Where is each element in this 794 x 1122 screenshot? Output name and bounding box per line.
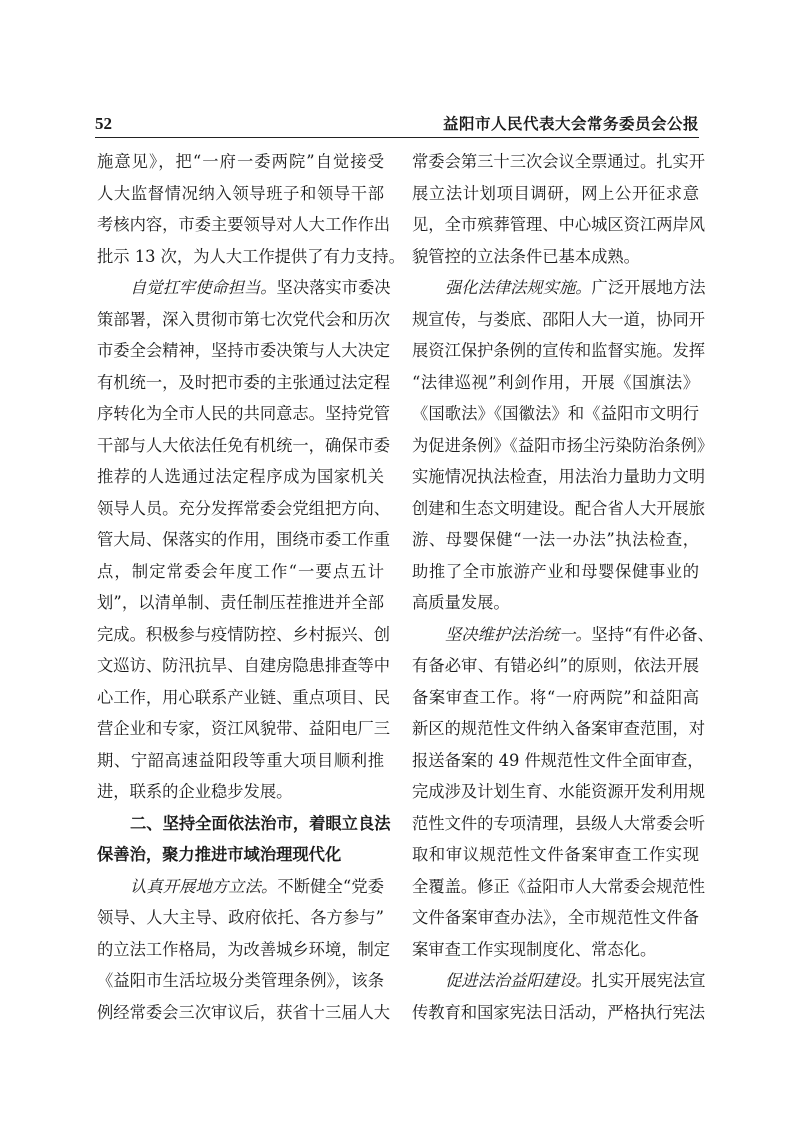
- text-line: 期、宁韶高速益阳段等重大项目顺利推: [97, 750, 384, 770]
- text-line: 领导人员。充分发挥常委会党组把方向、: [97, 498, 391, 518]
- text-line: 完成涉及计划生育、水能资源开发利用规: [412, 782, 706, 801]
- text-line: 游、母婴保健“一法一办法”执法检查，: [412, 530, 699, 549]
- page-header: [95, 113, 699, 137]
- text-line: “法律巡视”利剑作用，开展《国旗法》: [412, 372, 699, 392]
- text-line: 管大局、保落实的作用，围绕市委工作重: [97, 530, 391, 549]
- text-line: 推荐的人选通过法定程序成为国家机关: [97, 467, 384, 486]
- text-line: 心工作，用心联系产业链、重点项目、民: [97, 687, 391, 707]
- text-line: 高质量发展。: [412, 593, 510, 612]
- text-line: 《国歌法》《国徽法》和《益阳市文明行: [412, 404, 699, 423]
- text-line: 考核内容，市委主要领导对人大工作作出: [97, 215, 391, 234]
- text-line: 新区的规范性文件纳入备案审查范围，对: [412, 719, 706, 738]
- paragraph-lead: 强化法律法规实施。: [445, 278, 592, 297]
- text-line: 展资江保护条例的宣传和监督实施。发挥: [412, 341, 706, 360]
- text-line: 常委会第三十三次会议全票通过。扎实开: [412, 152, 706, 171]
- text-line: 划”，以清单制、责任制压茬推进并全部: [97, 593, 384, 612]
- text-line: 为促进条例》《益阳市扬尘污染防治条例》: [412, 435, 714, 455]
- text-run: 广泛开展地方法: [591, 278, 706, 297]
- paragraph-first-line: [97, 272, 391, 304]
- text-line: 报送备案的 49 件规范性文件全面审查，: [412, 750, 704, 770]
- text-line: 《益阳市生活垃圾分类管理条例》，该条: [97, 971, 384, 990]
- text-line: 展立法计划项目调研，网上公开征求意: [412, 183, 699, 203]
- text-line: 进，联系的企业稳步发展。: [97, 782, 293, 801]
- text-line: 文件备案审查办法》，全市规范性文件备: [412, 908, 699, 927]
- right-column: [412, 146, 714, 1028]
- text-line: 有备必审、有错必纠”的原则，依法开展: [412, 656, 699, 675]
- running-title: 益阳市人民代表大会常务委员会公报: [442, 114, 699, 133]
- paragraph-lead: 自觉扛牢使命担当。: [130, 278, 277, 297]
- paragraph-lead: 坚决维护法治统一。: [445, 624, 592, 644]
- paragraph-first-line: [97, 871, 384, 903]
- text-run: 坚决落实市委决: [276, 278, 391, 297]
- text-line: 批示 13 次，为人大工作提供了有力支持。: [97, 246, 405, 266]
- paragraph-lead: 促进法治益阳建设。: [445, 971, 592, 990]
- text-line: 领导、人大主导、政府依托、各方参与”: [97, 908, 384, 927]
- text-line: 取和审议规范性文件备案审查工作实现: [412, 845, 699, 864]
- text-line: 干部与人大依法任免有机统一，确保市委: [97, 435, 391, 455]
- paragraph-first-line: [412, 619, 714, 651]
- paragraph-first-line: [412, 965, 706, 997]
- text-line: 全覆盖。修正《益阳市人大常委会规范性: [412, 876, 706, 896]
- text-line: 策部署，深入贯彻市第七次党代会和历次: [97, 309, 391, 329]
- text-line: 施意见》，把“一府一委两院”自觉接受: [97, 152, 384, 171]
- text-line: 有机统一，及时把市委的主张通过法定程: [97, 372, 391, 392]
- text-line: 见，全市殡葬管理、中心城区资江两岸风: [412, 215, 706, 234]
- text-run: 不断健全“党委: [277, 876, 384, 896]
- text-line: 完成。积极参与疫情防控、乡村振兴、创: [97, 624, 391, 644]
- text-line: 貌管控的立法条件已基本成熟。: [412, 246, 640, 266]
- text-line: 传教育和国家宪法日活动，严格执行宪法: [412, 1002, 706, 1022]
- text-line: 市委全会精神，坚持市委决策与人大决定: [97, 341, 391, 360]
- text-line: 文巡访、防汛抗旱、自建房隐患排查等中: [97, 656, 391, 675]
- text-line: 备案审查工作。将“一府两院”和益阳高: [412, 687, 699, 707]
- text-line: 助推了全市旅游产业和母婴保健事业的: [412, 561, 699, 581]
- text-line: 点，制定常委会年度工作“一要点五计: [97, 561, 384, 581]
- text-line: 人大监督情况纳入领导班子和领导干部: [97, 183, 384, 203]
- paragraph-lead: 认真开展地方立法。: [130, 876, 278, 896]
- text-line: 创建和生态文明建设。配合省人大开展旅: [412, 498, 706, 518]
- section-heading: 二、坚持全面依法治市，着眼立良法: [130, 813, 391, 833]
- text-line: 例经常委会三次审议后，获省十三届人大: [97, 1002, 391, 1022]
- text-line: 范性文件的专项清理，县级人大常委会听: [412, 813, 706, 833]
- text-line: 序转化为全市人民的共同意志。坚持党管: [97, 404, 391, 423]
- section-heading: 保善治，聚力推进市域治理现代化: [97, 845, 342, 864]
- text-run: 坚持“有件必备、: [591, 624, 714, 644]
- header-rule: [95, 137, 699, 138]
- text-line: 案审查工作实现制度化、常态化。: [412, 939, 657, 959]
- page-number: 52: [95, 114, 112, 133]
- text-line: 的立法工作格局，为改善城乡环境，制定: [97, 939, 391, 959]
- paragraph-first-line: [412, 272, 706, 304]
- left-column: [97, 146, 405, 1028]
- text-run: 扎实开展宪法宣: [591, 971, 706, 990]
- text-line: 实施情况执法检查，用法治力量助力文明: [412, 467, 706, 486]
- text-line: 规宣传，与娄底、邵阳人大一道，协同开: [412, 309, 706, 329]
- text-line: 营企业和专家，资江风貌带、益阳电厂三: [97, 719, 391, 738]
